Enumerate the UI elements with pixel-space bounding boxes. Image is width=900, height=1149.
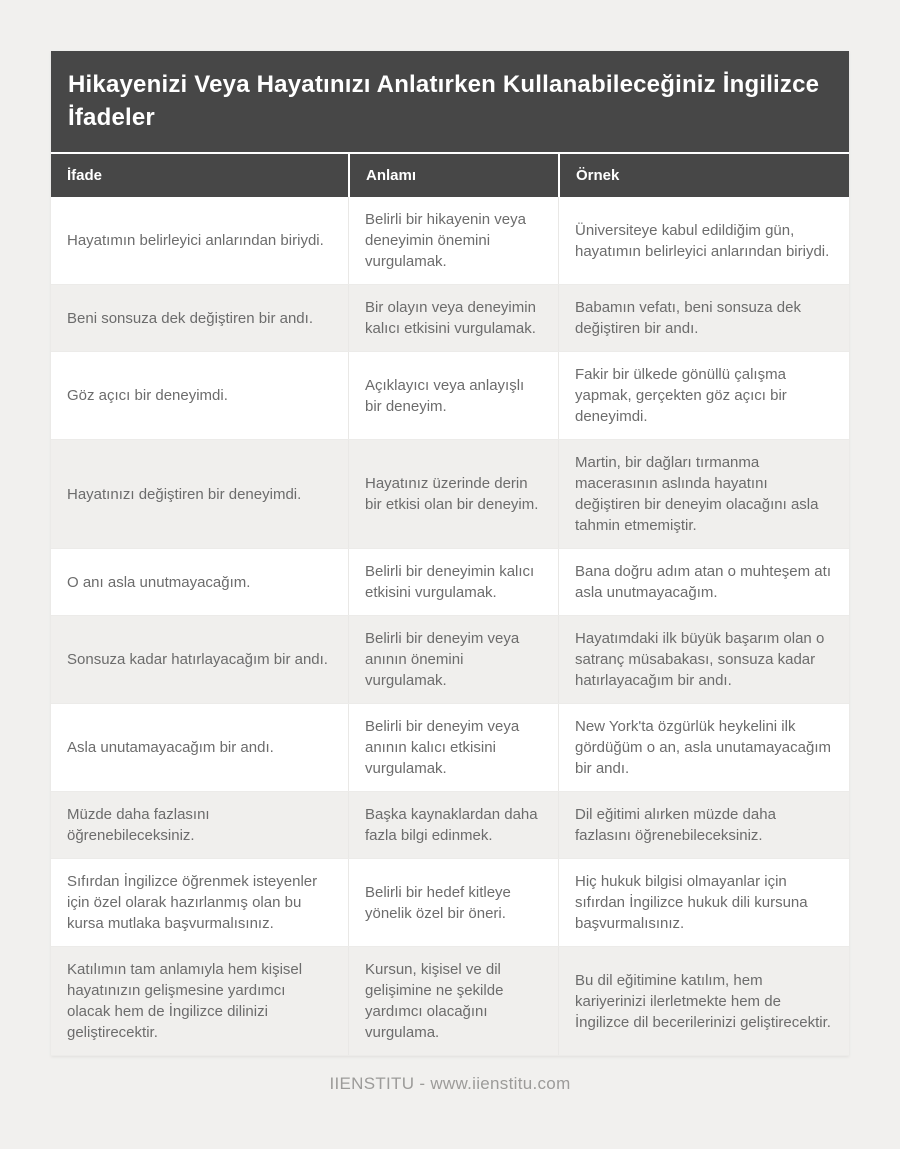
cell-text: Belirli bir deneyim veya anının kalıcı etkisini vurgulamak. [365,718,520,778]
table-row [51,440,849,549]
cell-anlami [348,197,558,284]
cell-text: Belirli bir hedef kitleye yönelik özel bir öneri. [365,883,511,922]
cell-ifade [51,616,348,703]
cell-text: Belirli bir deneyimin kalıcı etkisini vurgulamak. [365,563,535,602]
table-row [51,352,849,440]
table-row [51,792,849,859]
cell-ifade [51,947,348,1055]
cell-ifade [51,704,348,791]
cell-text: Sıfırdan İngilizce öğrenmek isteyenler için özel olarak hazırlanmış olan bu kursa mutlaka başvurmalısınız. [67,873,318,933]
table-row [51,197,849,285]
footer-text: IIENSTITU - www.iienstitu.com [329,1074,571,1094]
phrase-table-card [51,51,849,1056]
table-row [51,947,849,1056]
column-header-ornek: Örnek [558,154,849,197]
cell-anlami [348,616,558,703]
cell-text: Müzde daha fazlasını öğrenebileceksiniz. [67,806,210,845]
cell-text: O anı asla unutmayacağım. [67,573,251,591]
cell-ifade [51,285,348,351]
cell-ifade [51,792,348,858]
cell-text: Açıklayıcı veya anlayışlı bir deneyim. [365,376,525,415]
cell-text: Hayatımdaki ilk büyük başarım olan o satranç müsabakası, sonsuza kadar hatırlayacağım bir andı. [575,630,825,690]
cell-text: Beni sonsuza dek değiştiren bir andı. [67,309,313,327]
cell-anlami [348,549,558,615]
cell-text: Başka kaynaklardan daha fazla bilgi edinmek. [365,806,538,845]
column-header-anlami: Anlamı [348,154,558,197]
cell-text: Belirli bir deneyim veya anının önemini vurgulamak. [365,630,520,690]
table-row [51,616,849,704]
cell-text: Sonsuza kadar hatırlayacağım bir andı. [67,651,328,669]
cell-anlami [348,859,558,946]
cell-text: Fakir bir ülkede gönüllü çalışma yapmak, gerçekten göz açıcı bir deneyimdi. [575,366,787,426]
cell-ornek [558,440,849,548]
cell-text: Dil eğitimi alırken müzde daha fazlasını öğrenebileceksiniz. [575,806,776,845]
cell-text: Hiç hukuk bilgisi olmayanlar için sıfırdan İngilizce hukuk dili kursuna başvurmalısınız. [575,873,808,933]
cell-anlami [348,285,558,351]
cell-ifade [51,859,348,946]
cell-anlami [348,440,558,548]
cell-text: Belirli bir hikayenin veya deneyimin önemini vurgulamak. [365,211,526,271]
cell-text: Hayatınız üzerinde derin bir etkisi olan bir deneyim. [365,475,539,514]
cell-ornek [558,352,849,439]
table-row [51,704,849,792]
table-row [51,549,849,616]
cell-text: Hayatımın belirleyici anlarından biriydi. [67,232,324,250]
cell-ifade [51,197,348,284]
cell-anlami [348,792,558,858]
cell-text: Göz açıcı bir deneyimdi. [67,387,228,405]
cell-text: Asla unutamayacağım bir andı. [67,739,274,757]
cell-ifade [51,440,348,548]
cell-ornek [558,704,849,791]
cell-text: Bir olayın veya deneyimin kalıcı etkisini vurgulamak. [365,299,536,338]
cell-text: Katılımın tam anlamıyla hem kişisel hayatınızın gelişmesine yardımcı olacak hem de İngilizce dilinizi geliştirecektir. [67,961,303,1042]
cell-ornek [558,285,849,351]
cell-text: Kursun, kişisel ve dil gelişimine ne şekilde yardımcı olacağını vurgulama. [365,961,504,1042]
table-title-bar [51,51,849,152]
cell-text: Hayatınızı değiştiren bir deneyimdi. [67,485,302,503]
cell-text: Babamın vefatı, beni sonsuza dek değiştiren bir andı. [575,299,801,338]
column-header-ifade: İfade [67,167,103,185]
table-body [51,197,849,1056]
cell-text: New York'ta özgürlük heykelini ilk gördüğüm o an, asla unutamayacağım bir andı. [575,718,831,778]
cell-ornek [558,197,849,284]
table-header-row [51,152,849,197]
cell-text: Martin, bir dağları tırmanma macerasının aslında hayatını değiştiren bir deneyim olacağını asla tahmin etmemiştir. [575,454,819,535]
cell-text: Bana doğru adım atan o muhteşem atı asla unutmayacağım. [575,563,831,602]
cell-anlami [348,352,558,439]
cell-ifade [51,549,348,615]
cell-ornek [558,947,849,1055]
cell-ornek [558,859,849,946]
cell-anlami [348,704,558,791]
table-row [51,285,849,352]
cell-ornek [558,792,849,858]
cell-ornek [558,616,849,703]
cell-text: Bu dil eğitimine katılım, hem kariyerinizi ilerletmekte hem de İngilizce dil becerilerinizi geliştirecektir. [575,971,831,1031]
cell-anlami [348,947,558,1055]
table-row [51,859,849,947]
cell-ornek [558,549,849,615]
page-title: Hikayenizi Veya Hayatınızı Anlatırken Kullanabileceğiniz İngilizce İfadeler [68,71,820,132]
page-footer [51,1056,849,1124]
cell-text: Üniversiteye kabul edildiğim gün, hayatımın belirleyici anlarından biriydi. [575,221,830,260]
cell-ifade [51,352,348,439]
